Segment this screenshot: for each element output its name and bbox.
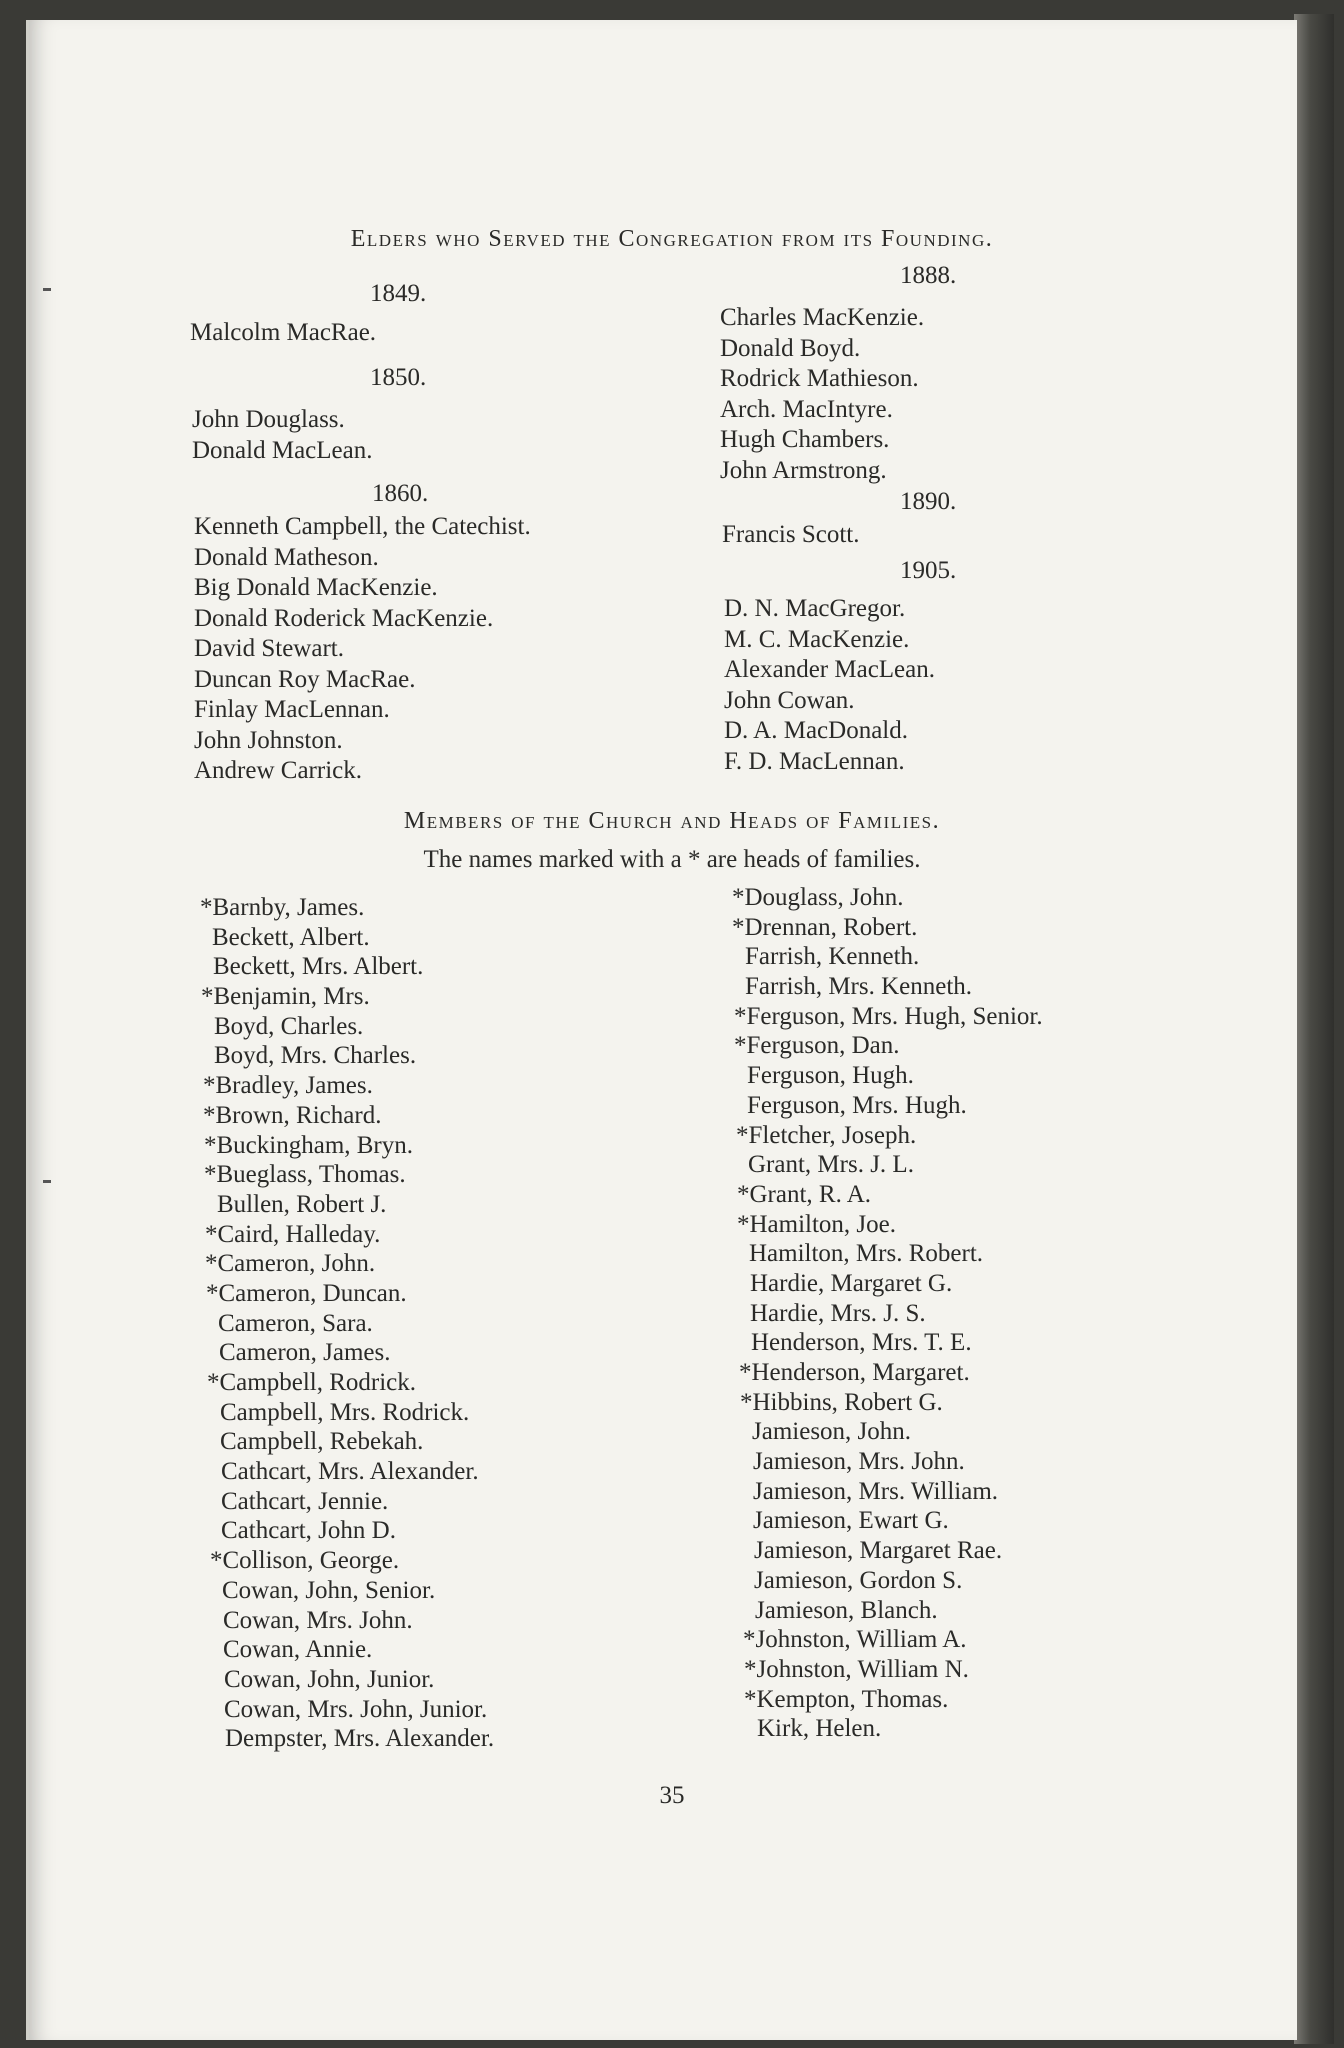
members-note: The names marked with a * are heads of families.: [423, 846, 921, 873]
member-name: Cameron, James.: [219, 1339, 391, 1367]
member-name: Beckett, Albert.: [212, 923, 370, 951]
member-name: Cowan, Annie.: [223, 1636, 373, 1664]
elder-name: D. A. MacDonald.: [724, 717, 908, 744]
member-name: *Hibbins, Robert G.: [740, 1388, 943, 1416]
elder-name: Kenneth Campbell, the Catechist.: [194, 513, 531, 540]
member-name: Bullen, Robert J.: [217, 1190, 387, 1218]
member-name: *Johnston, William N.: [744, 1655, 969, 1683]
member-name: Jamieson, Mrs. William.: [753, 1477, 999, 1505]
member-name: *Cameron, Duncan.: [206, 1279, 407, 1307]
elders-year-right-1: 1890.: [900, 488, 957, 515]
member-name: Hardie, Margaret G.: [750, 1269, 953, 1297]
member-name: *Drennan, Robert.: [732, 913, 918, 941]
member-name: Jamieson, Blanch.: [755, 1596, 938, 1624]
elders-year-left-0: 1849.: [370, 280, 427, 307]
elders-name-list: [194, 512, 531, 787]
elder-name: Charles MacKenzie.: [720, 304, 925, 331]
member-name: Campbell, Rebekah.: [220, 1428, 424, 1456]
member-name: Cathcart, John D.: [221, 1517, 396, 1545]
book-spine: [1294, 14, 1334, 2044]
member-name: Henderson, Mrs. T. E.: [751, 1329, 972, 1357]
margin-mark: [43, 1180, 51, 1183]
member-name: Farrish, Mrs. Kenneth.: [745, 973, 973, 1001]
elder-name: Donald Roderick MacKenzie.: [194, 604, 494, 632]
member-name: Kirk, Helen.: [757, 1715, 882, 1743]
member-name: *Henderson, Margaret.: [739, 1359, 970, 1386]
member-name: Jamieson, Margaret Rae.: [754, 1537, 1003, 1565]
member-name: Hamilton, Mrs. Robert.: [749, 1240, 984, 1268]
member-name: Jamieson, Gordon S.: [754, 1566, 963, 1594]
members-left-list: [200, 893, 494, 1754]
elder-name: John Douglass.: [192, 406, 345, 433]
elders-year-right-2: 1905.: [900, 557, 957, 584]
member-name: Boyd, Charles.: [214, 1012, 364, 1040]
member-name: *Johnston, William A.: [743, 1626, 967, 1654]
member-name: Cathcart, Jennie.: [221, 1487, 389, 1515]
elder-name: Hugh Chambers.: [720, 426, 890, 453]
member-name: *Bueglass, Thomas.: [204, 1161, 406, 1189]
member-name: Campbell, Mrs. Rodrick.: [220, 1398, 470, 1426]
elder-name: Arch. MacIntyre.: [720, 395, 893, 423]
elder-name: Duncan Roy MacRae.: [194, 665, 416, 693]
elder-name: F. D. MacLennan.: [724, 747, 905, 775]
member-name: Hardie, Mrs. J. S.: [750, 1299, 926, 1327]
elder-name: Andrew Carrick.: [194, 757, 362, 784]
member-name: Ferguson, Mrs. Hugh.: [747, 1091, 967, 1119]
member-name: Cowan, John, Junior.: [224, 1665, 435, 1693]
member-name: Cameron, Sara.: [218, 1309, 373, 1337]
member-name: Jamieson, Ewart G.: [753, 1507, 949, 1535]
elders-name-list: [724, 594, 935, 777]
members-right-list: [732, 883, 1043, 1744]
member-name: Farrish, Kenneth.: [745, 943, 920, 971]
member-name: Ferguson, Hugh.: [747, 1062, 914, 1090]
member-name: *Caird, Halleday.: [205, 1220, 381, 1248]
member-name: Dempster, Mrs. Alexander.: [225, 1725, 495, 1753]
member-name: Grant, Mrs. J. L.: [748, 1151, 914, 1179]
member-name: *Ferguson, Mrs. Hugh, Senior.: [734, 1002, 1043, 1030]
member-name: *Ferguson, Dan.: [734, 1032, 900, 1060]
member-name: Cowan, John, Senior.: [222, 1576, 436, 1604]
elder-name: Rodrick Mathieson.: [720, 365, 919, 392]
members-heading: Members of the Church and Heads of Families.: [403, 808, 941, 834]
member-name: Cathcart, Mrs. Alexander.: [221, 1458, 479, 1486]
member-name: Jamieson, Mrs. John.: [753, 1448, 965, 1476]
member-name: *Buckingham, Bryn.: [204, 1131, 414, 1159]
member-name: *Cameron, John.: [205, 1250, 376, 1278]
member-name: *Barnby, James.: [200, 894, 365, 921]
elder-name: Donald Matheson.: [194, 543, 379, 571]
member-name: *Collison, George.: [210, 1547, 400, 1575]
elder-name: John Armstrong.: [720, 456, 887, 484]
member-name: *Benjamin, Mrs.: [201, 983, 370, 1011]
member-name: *Bradley, James.: [203, 1072, 373, 1100]
margin-mark: [43, 288, 51, 291]
member-name: *Campbell, Rodrick.: [207, 1369, 416, 1396]
elders-name-list: [192, 405, 372, 466]
elders-name-list: [190, 318, 376, 349]
elder-name: D. N. MacGregor.: [724, 595, 906, 622]
elders-year-right-0: 1888.: [900, 262, 957, 289]
member-name: *Brown, Richard.: [203, 1101, 382, 1129]
member-name: Jamieson, John.: [752, 1418, 912, 1446]
elder-name: Finlay MacLennan.: [194, 696, 390, 723]
elder-name: Francis Scott.: [722, 521, 860, 548]
page-number: 35: [659, 1782, 685, 1809]
member-name: *Grant, R. A.: [737, 1180, 872, 1208]
member-name: *Hamilton, Joe.: [737, 1210, 897, 1238]
member-name: Cowan, Mrs. John, Junior.: [224, 1695, 488, 1723]
elder-name: Donald MacLean.: [192, 436, 373, 464]
member-name: *Kempton, Thomas.: [744, 1685, 949, 1713]
elders-year-left-2: 1860.: [372, 480, 429, 507]
elder-name: John Cowan.: [724, 686, 855, 714]
elder-name: Alexander MacLean.: [724, 656, 935, 683]
elder-name: David Stewart.: [194, 635, 344, 662]
member-name: Beckett, Mrs. Albert.: [213, 953, 424, 981]
elders-year-left-1: 1850.: [370, 364, 427, 391]
elder-name: Big Donald MacKenzie.: [194, 574, 438, 601]
elder-name: Donald Boyd.: [720, 334, 861, 362]
member-name: *Fletcher, Joseph.: [736, 1121, 917, 1149]
member-name: *Douglass, John.: [732, 884, 904, 911]
member-name: Boyd, Mrs. Charles.: [214, 1042, 417, 1070]
member-name: Cowan, Mrs. John.: [223, 1606, 413, 1634]
elders-heading: Elders who Served the Congregation from its Founding.: [350, 226, 994, 252]
elder-name: Malcolm MacRae.: [190, 319, 377, 346]
elder-name: M. C. MacKenzie.: [724, 625, 910, 653]
elder-name: John Johnston.: [194, 726, 343, 754]
elders-name-list: [722, 520, 860, 551]
elders-name-list: [720, 303, 924, 486]
